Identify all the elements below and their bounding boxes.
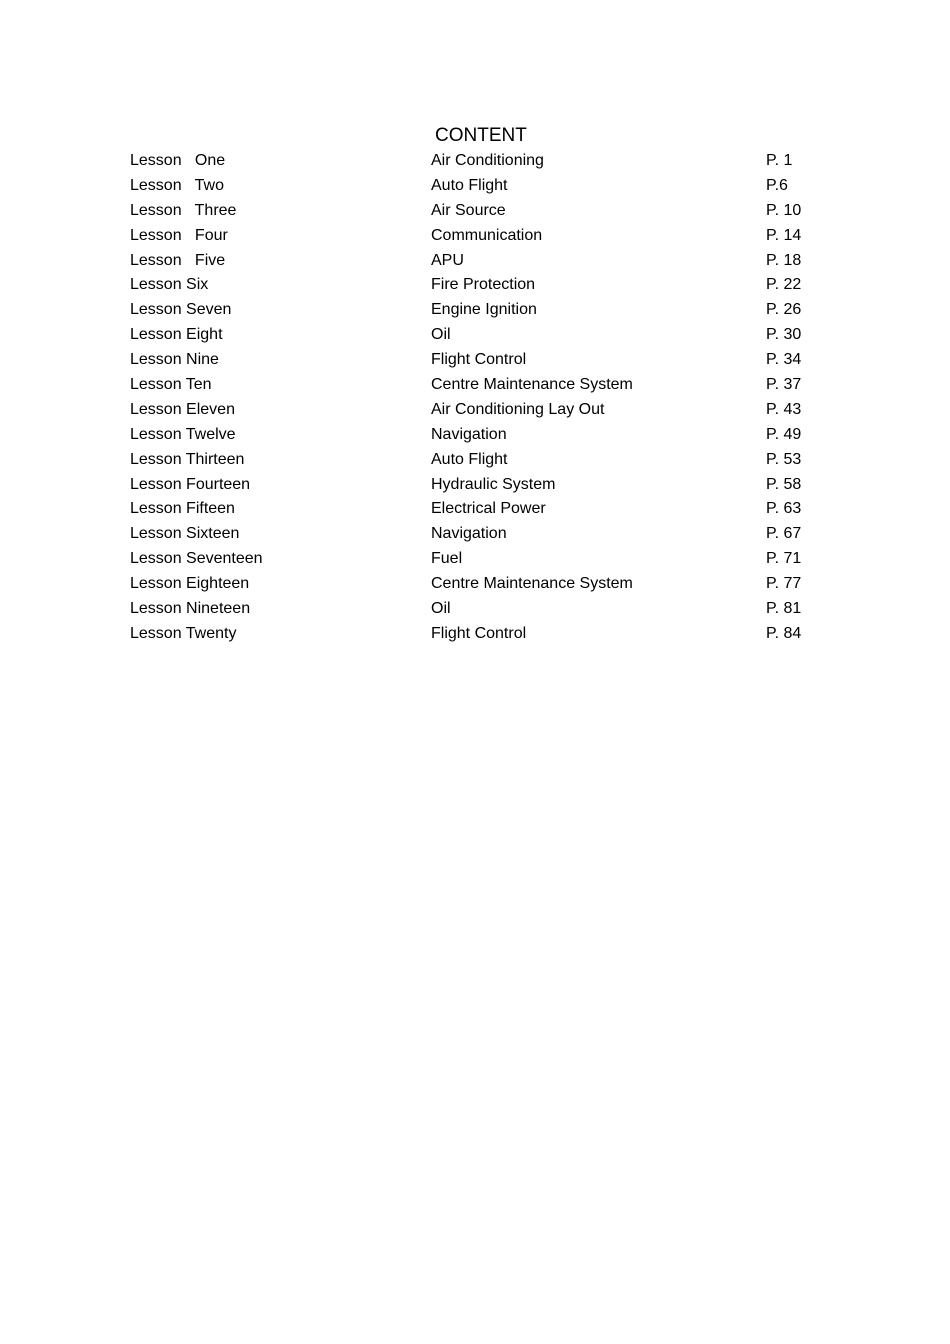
toc-topic-title: Flight Control: [431, 624, 527, 642]
toc-page-number: P. 22: [766, 276, 802, 294]
toc-row: [130, 250, 830, 275]
toc-row: [130, 548, 830, 573]
toc-row: [130, 424, 830, 449]
toc-page-number: P. 63: [766, 500, 802, 518]
toc-topic-title: Flight Control: [431, 351, 527, 369]
toc-lesson-label: Lesson Eighteen: [130, 575, 250, 593]
toc-topic-title: Navigation: [431, 425, 507, 443]
toc-lesson-label: Lesson One: [130, 152, 226, 169]
toc-topic-title: Communication: [431, 226, 543, 244]
toc-row: [130, 200, 830, 225]
toc-page-number: P. 53: [766, 450, 802, 468]
toc-row: [130, 274, 830, 299]
toc-page-number: P. 67: [766, 525, 802, 543]
toc-page-number: P.6: [766, 176, 788, 194]
toc-topic-title: Air Conditioning: [431, 152, 544, 169]
toc-row: [130, 623, 830, 648]
toc-row: [130, 598, 830, 623]
toc-page-number: P. 43: [766, 400, 802, 418]
toc-lesson-label: Lesson Seven: [130, 301, 232, 319]
toc-page-number: P. 84: [766, 624, 802, 642]
table-of-contents: [130, 150, 830, 648]
toc-page-number: P. 71: [766, 550, 802, 568]
toc-lesson-label: Lesson Twelve: [130, 425, 236, 443]
toc-lesson-label: Lesson Ten: [130, 376, 212, 394]
toc-page-number: P. 58: [766, 475, 802, 493]
toc-topic-title: Engine Ignition: [431, 301, 537, 319]
toc-row: [130, 523, 830, 548]
toc-lesson-label: Lesson Eight: [130, 326, 223, 344]
toc-topic-title: Fuel: [431, 550, 463, 568]
toc-topic-title: Oil: [431, 600, 451, 618]
toc-row: [130, 299, 830, 324]
toc-topic-title: Air Conditioning Lay Out: [431, 400, 605, 418]
toc-page-number: P. 81: [766, 600, 802, 618]
toc-page-number: P. 30: [766, 326, 802, 344]
toc-topic-title: Fire Protection: [431, 276, 536, 294]
toc-row: [130, 175, 830, 200]
page-title: CONTENT: [435, 125, 527, 146]
toc-lesson-label: Lesson Nine: [130, 351, 219, 369]
toc-lesson-label: Lesson Seventeen: [130, 550, 263, 568]
toc-row: [130, 498, 830, 523]
toc-row: [130, 225, 830, 250]
toc-page-number: P. 34: [766, 351, 802, 369]
toc-page-number: P. 14: [766, 226, 802, 244]
toc-topic-title: Auto Flight: [431, 176, 508, 194]
toc-row: [130, 324, 830, 349]
toc-topic-title: Centre Maintenance System: [431, 575, 633, 593]
toc-topic-title: Navigation: [431, 525, 507, 543]
toc-lesson-label: Lesson Eleven: [130, 400, 235, 418]
toc-lesson-label: Lesson Fifteen: [130, 500, 235, 518]
toc-page-number: P. 26: [766, 301, 802, 319]
toc-topic-title: Auto Flight: [431, 450, 508, 468]
toc-page-number: P. 10: [766, 201, 802, 219]
toc-row: [130, 449, 830, 474]
toc-row: [130, 374, 830, 399]
toc-lesson-label: Lesson Five: [130, 251, 226, 269]
toc-row: [130, 349, 830, 374]
toc-topic-title: Centre Maintenance System: [431, 376, 633, 394]
toc-topic-title: Hydraulic System: [431, 475, 556, 493]
toc-lesson-label: Lesson Sixteen: [130, 525, 240, 543]
toc-topic-title: APU: [431, 251, 464, 269]
toc-page-number: P. 1: [766, 152, 793, 169]
toc-lesson-label: Lesson Three: [130, 201, 237, 219]
toc-lesson-label: Lesson Nineteen: [130, 600, 251, 618]
toc-page-number: P. 49: [766, 425, 802, 443]
toc-row: [130, 474, 830, 499]
toc-lesson-label: Lesson Six: [130, 276, 209, 294]
toc-page-number: P. 18: [766, 251, 802, 269]
toc-page-number: P. 77: [766, 575, 802, 593]
toc-lesson-label: Lesson Twenty: [130, 624, 237, 642]
toc-lesson-label: Lesson Fourteen: [130, 475, 251, 493]
toc-row: [130, 399, 830, 424]
toc-row: [130, 573, 830, 598]
toc-topic-title: Electrical Power: [431, 500, 546, 518]
toc-topic-title: Air Source: [431, 201, 506, 219]
toc-lesson-label: Lesson Thirteen: [130, 450, 245, 468]
toc-row: [130, 150, 830, 175]
toc-page-number: P. 37: [766, 376, 802, 394]
toc-topic-title: Oil: [431, 326, 451, 344]
toc-lesson-label: Lesson Four: [130, 226, 228, 244]
toc-lesson-label: Lesson Two: [130, 176, 224, 194]
